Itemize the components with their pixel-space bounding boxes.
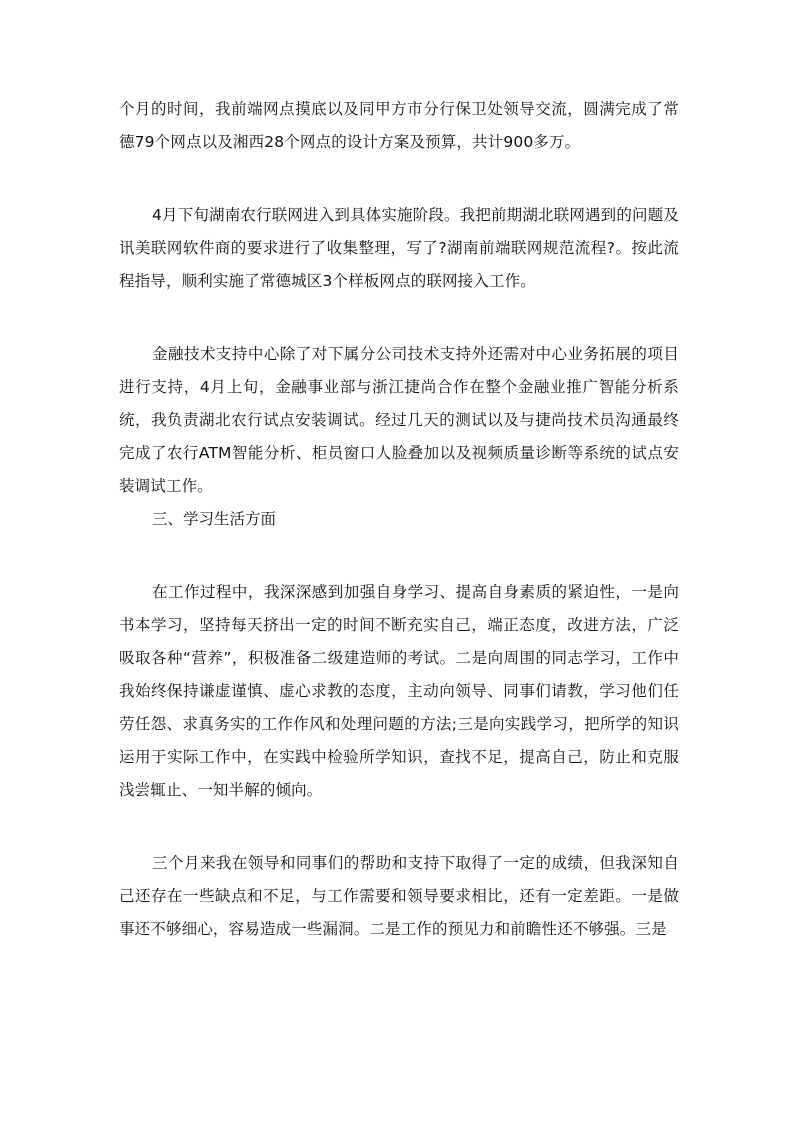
section-heading: 三、学习生活方面 xyxy=(152,510,277,528)
paragraph-summary: 三个月来我在领导和同事们的帮助和支持下取得了一定的成绩，但我深知自己还存在一些缺点和不足，与工作需要和领导要求相比，还有一定差距。一是做事还不够细心，容易造成一些漏洞。二是工作的预见力和前瞻性还不够强。三是 xyxy=(119,854,679,938)
paragraph-fintech-support: 金融技术支持中心除了对下属分公司技术支持外还需对中心业务拓展的项目进行支持，4月上旬，金融事业部与浙江捷尚合作在整个金融业推广智能分析系统，我负责湖北农行试点安装调试。经过几天的测试以及与捷尚技术员沟通最终完成了农行ATM智能分析、柜员窗口人脸叠加以及视频质量诊断等系统的试点安装调试工作。 xyxy=(119,345,679,495)
paragraph-hunan-networking: 4月下旬湖南农行联网进入到具体实施阶段。我把前期湖北联网遇到的问题及讯美联网软件商的要求进行了收集整理，写了?湖南前端联网规范流程?。按此流程指导，顺利实施了常德城区3个样板网点的联网接入工作。 xyxy=(119,206,679,290)
paragraph-continuation: 个月的时间，我前端网点摸底以及同甲方市分行保卫处领导交流，圆满完成了常德79个网点以及湘西28个网点的设计方案及预算，共计900多万。 xyxy=(119,100,679,151)
document-body xyxy=(119,93,679,946)
paragraph-study: 在工作过程中，我深深感到加强自身学习、提高自身素质的紧迫性，一是向书本学习，坚持每天挤出一定的时间不断充实自己，端正态度，改进方法，广泛吸取各种“营养”，积极准备二级建造师的考试。二是向周围的同志学习，工作中我始终保持谦虚谨慎、虚心求教的态度，主动向领导、同事们请教，学习他们任劳任怨、求真务实的工作作风和处理问题的方法;三是向实践学习，把所学的知识运用于实际工作中，在实践中检验所学知识，查找不足，提高自己，防止和克服浅尝辄止、一知半解的倾向。 xyxy=(119,583,679,799)
